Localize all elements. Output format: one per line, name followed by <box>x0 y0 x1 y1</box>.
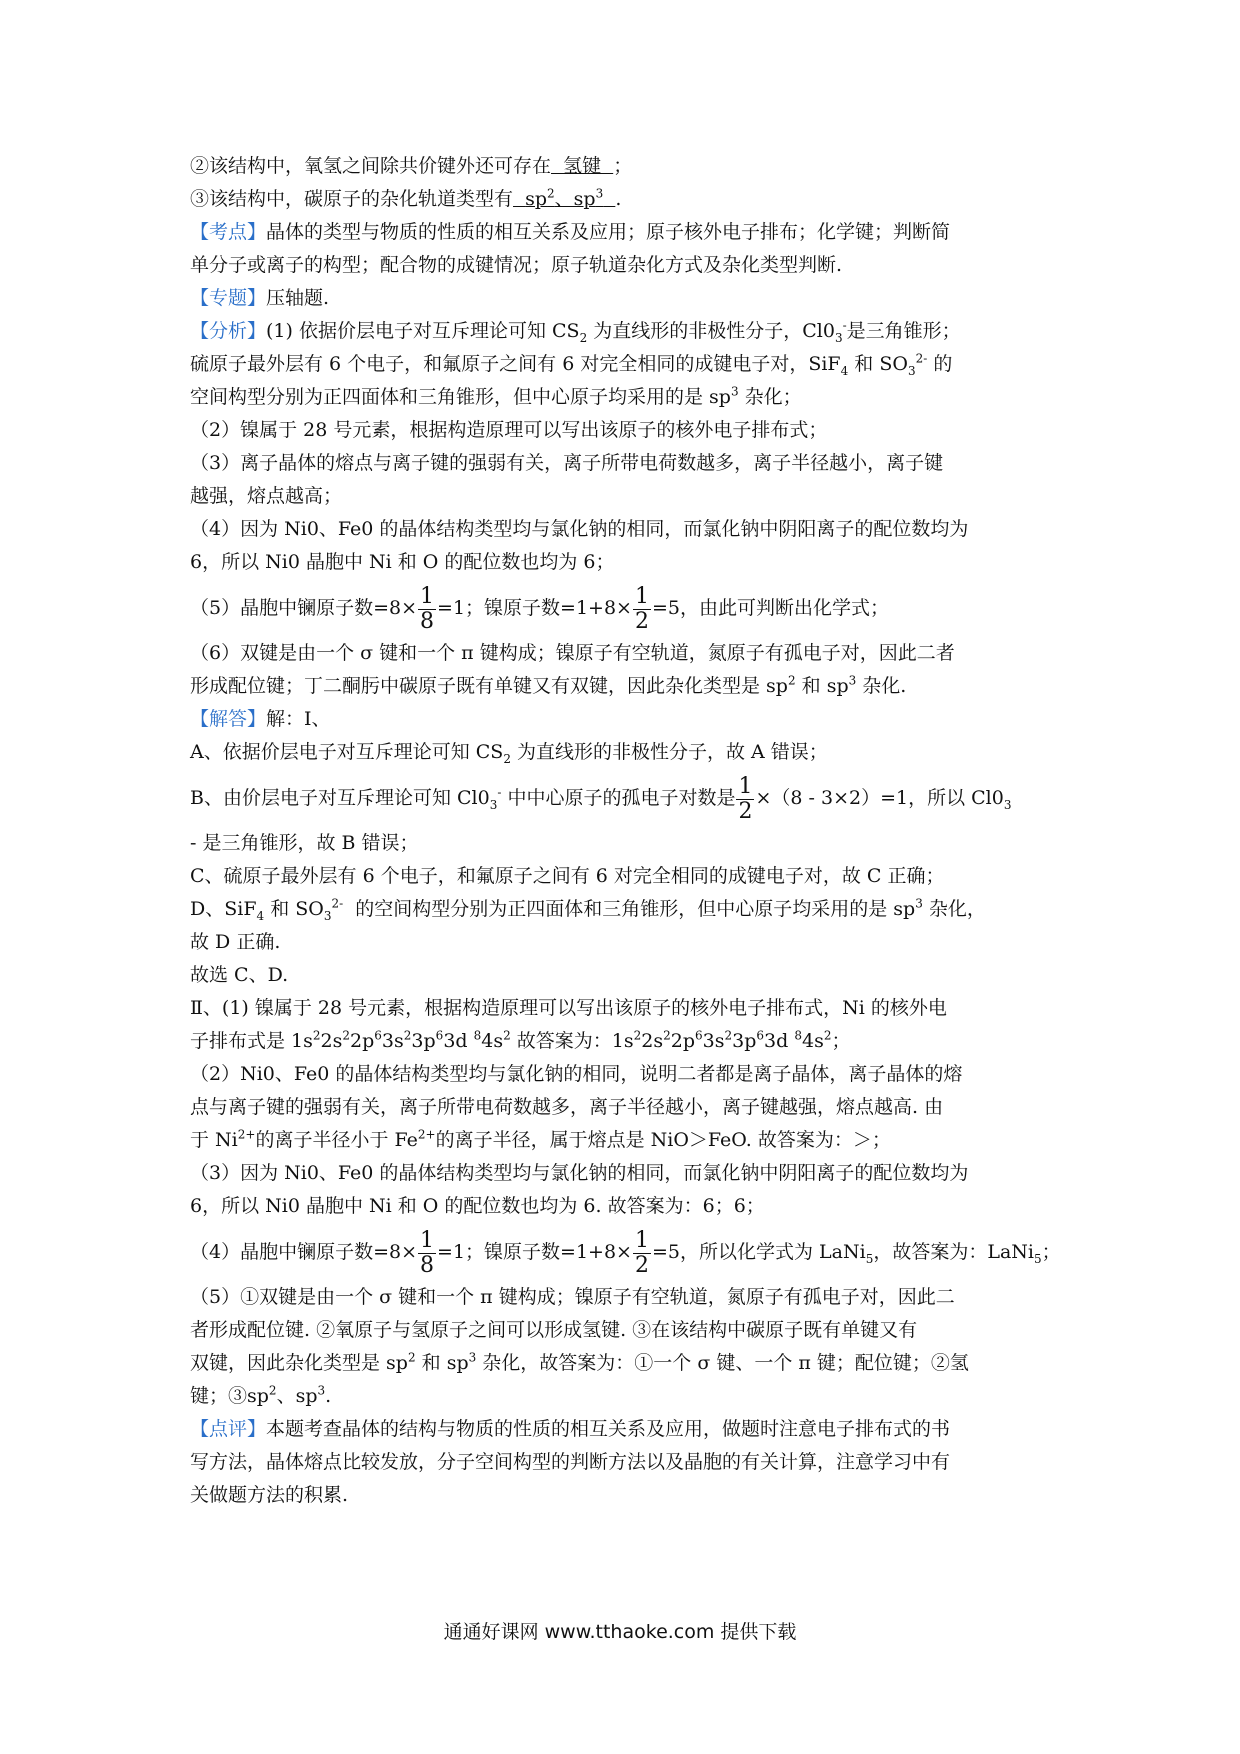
text-line: 形成配位键；丁二酮肟中碳原子既有单键又有双键，因此杂化类型是 $sp^2$ 和 $sp^3$ 杂化. <box>190 673 907 697</box>
fraction: $\frac{1}{2}$ <box>634 583 649 634</box>
zhuanti-line: 【专题】压轴题. <box>190 287 330 309</box>
text-line: 故 D 正确. <box>190 931 281 953</box>
section-tag: 【解答】 <box>190 708 267 730</box>
text-line: （4）晶胞中镧原子数=8× $\frac{1}{8}$ =1；镍原子数=1+8× $\frac{1}{2}$ =5，所以化学式为 LaNi$_5$，故答案为：LaNi$_5$； <box>190 1227 1061 1278</box>
document-body <box>190 150 1060 1512</box>
text-line: 单分子或离子的构型；配合物的成键情况；原子轨道杂化方式及杂化类型判断. <box>190 254 843 276</box>
fraction: $\frac{1}{8}$ <box>420 583 435 634</box>
section-tag: 【考点】 <box>190 221 267 243</box>
text-line: 6，所以 Ni0 晶胞中 Ni 和 O 的配位数也均为 6； <box>190 551 615 573</box>
text-line: 者形成配位键. ②氧原子与氢原子之间可以形成氢键. ③在该结构中碳原子既有单键又有 <box>190 1319 918 1341</box>
text-line: C、硫原子最外层有 6 个电子，和氟原子之间有 6 对完全相同的成键电子对，故 C 正确； <box>190 865 945 887</box>
text-line: 空间构型分别为正四面体和三角锥形，但中心原子均采用的是 $sp^3$ 杂化； <box>190 384 802 408</box>
text-line: （2）镍属于 28 号元素，根据构造原理可以写出该原子的核外电子排布式； <box>190 419 828 441</box>
fraction: $\frac{1}{8}$ <box>420 1227 435 1278</box>
text-line: 越强，熔点越高； <box>190 485 343 507</box>
text-line: D、SiF$_4$ 和 $SO_3^{2-}$ 的空间构型分别为正四面体和三角锥形，但中心原子均采用的是 $sp^3$ 杂化， <box>190 896 986 923</box>
text-line: 6，所以 Ni0 晶胞中 Ni 和 O 的配位数也均为 6. 故答案为：6；6； <box>190 1195 765 1217</box>
answer-blank: $sp^2$、$sp^3$ <box>525 186 604 210</box>
text-line: ③该结构中，碳原子的杂化轨道类型有 $sp^2$、$sp^3$ . <box>190 186 622 210</box>
text-line: （5）晶胞中镧原子数=8× $\frac{1}{8}$ =1；镍原子数=1+8× $\frac{1}{2}$ =5，由此可判断出化学式； <box>190 583 889 634</box>
text-line: （6）双键是由一个 σ 键和一个 π 键构成；镍原子有空轨道，氮原子有孤电子对，因此二者 <box>190 642 955 664</box>
text-line: ②该结构中，氧氢之间除共价键外还可存在 氢键 ； <box>190 155 633 177</box>
section-tag: 【点评】 <box>190 1418 267 1440</box>
jieda-line: 【解答】解：Ⅰ、 <box>190 708 331 730</box>
footer-source: 通通好课网 www.tthaoke.com 提供下载 <box>443 1621 797 1643</box>
text-line: （3）因为 Ni0、Fe0 的晶体结构类型均与氯化钠的相同，而氯化钠中阴阳离子的配位数均为 <box>190 1162 969 1184</box>
text-line: - 是三角锥形，故 B 错误； <box>190 832 419 854</box>
text-line: Ⅱ、(1) 镍属于 28 号元素，根据构造原理可以写出该原子的核外电子排布式，Ni 的核外电 <box>190 997 947 1019</box>
text-line: 硫原子最外层有 6 个电子，和氟原子之间有 6 对完全相同的成键电子对，SiF$_4$ 和 $SO_3^{2-}$ 的 <box>190 351 953 378</box>
section-tag: 【分析】 <box>190 320 267 342</box>
text-line: 键；$③sp^2$、$sp^3$. <box>190 1383 332 1407</box>
text-line: 关做题方法的积累. <box>190 1484 349 1506</box>
text-line: 双键，因此杂化类型是 $sp^2$ 和 $sp^3$ 杂化，故答案为：①一个 σ 键、一个 π 键；配位键；②氢 <box>190 1350 969 1374</box>
text-line: （3）离子晶体的熔点与离子键的强弱有关，离子所带电荷数越多，离子半径越小，离子键 <box>190 452 944 474</box>
fraction: $\frac{1}{2}$ <box>634 1227 649 1278</box>
text-line: A、依据价层电子对互斥理论可知 $CS_2$ 为直线形的非极性分子，故 A 错误； <box>190 741 828 766</box>
fraction: $\frac{1}{2}$ <box>738 773 753 824</box>
text-line: （2）Ni0、Fe0 的晶体结构类型均与氯化钠的相同，说明二者都是离子晶体，离子晶体的熔 <box>190 1063 963 1085</box>
text-line: 写方法，晶体熔点比较发放，分子空间构型的判断方法以及晶胞的有关计算，注意学习中有 <box>190 1451 951 1473</box>
text-line: （5）①双键是由一个 σ 键和一个 π 键构成；镍原子有空轨道，氮原子有孤电子对，因此二 <box>190 1286 955 1308</box>
fenxi-line: 【分析】(1) 依据价层电子对互斥理论可知 $CS_2$ 为直线形的非极性分子，$Cl0_3^-$是三角锥形； <box>190 318 961 345</box>
text-line: 故选 C、D. <box>190 964 289 986</box>
text-line: 子排布式是 $1s^22s^22p^63s^23p^63d$ $^84s^2$ 故答案为：$1s^22s^22p^63s^23p^63d$ $^84s^2$； <box>190 1028 851 1052</box>
text-line: 于 $Ni^{2+}$的离子半径小于 $Fe^{2+}$的离子半径，属于熔点是 NiO＞FeO. 故答案为：＞； <box>190 1127 891 1151</box>
kaodian-line: 【考点】晶体的类型与物质的性质的相互关系及应用；原子核外电子排布；化学键；判断简 <box>190 221 951 243</box>
answer-blank: 氢键 <box>551 155 614 177</box>
text-line: 点与离子键的强弱有关，离子所带电荷数越多，离子半径越小，离子键越强，熔点越高. 由 <box>190 1096 944 1118</box>
text-line: （4）因为 Ni0、Fe0 的晶体结构类型均与氯化钠的相同，而氯化钠中阴阳离子的配位数均为 <box>190 518 969 540</box>
section-tag: 【专题】 <box>190 287 267 309</box>
text-line: B、由价层电子对互斥理论可知 $Cl0_3^-$ 中中心原子的孤电子对数是 $\frac{1}{2}$ ×（8 - 3×2）=1，所以 $Cl0_3$ <box>190 773 1012 824</box>
dianping-line: 【点评】本题考查晶体的结构与物质的性质的相互关系及应用，做题时注意电子排布式的书 <box>190 1418 951 1440</box>
